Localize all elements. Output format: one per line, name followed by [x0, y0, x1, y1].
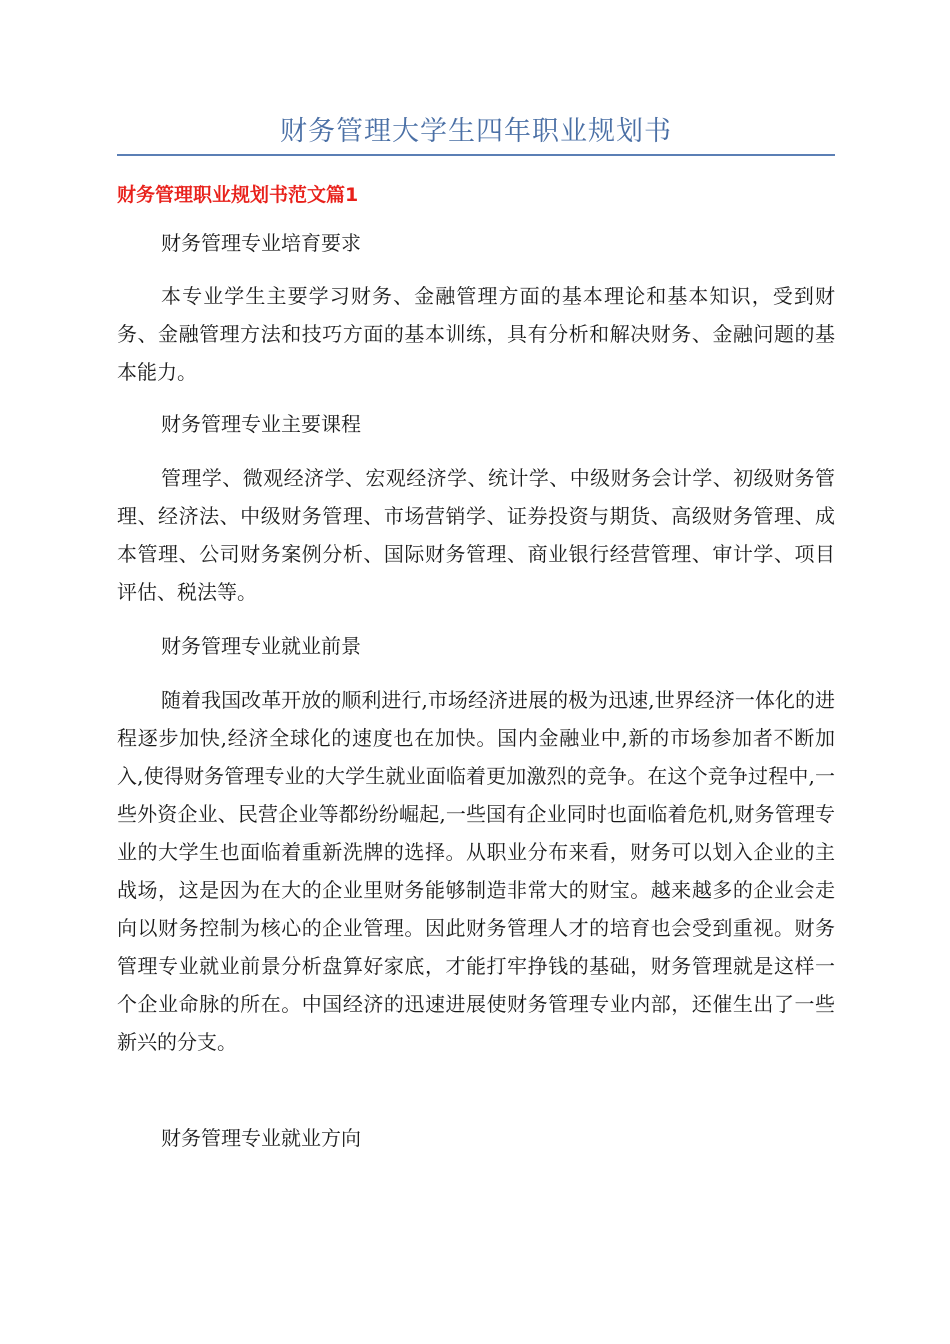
subheading-training-requirements: 财务管理专业培育要求	[161, 231, 361, 255]
document-title: 财务管理大学生四年职业规划书	[280, 116, 672, 147]
paragraph-training-requirements: 本专业学生主要学习财务、金融管理方面的基本理论和基本知识，受到财务、金融管理方法和技巧方面的基本训练，具有分析和解决财务、金融问题的基本能力。	[117, 284, 835, 384]
subheading-employment-direction: 财务管理专业就业方向	[161, 1126, 361, 1150]
paragraph-employment-prospects: 随着我国改革开放的顺利进行,市场经济进展的极为迅速,世界经济一体化的进程逐步加快,经济全球化的速度也在加快。国内金融业中,新的市场参加者不断加入,使得财务管理专业的大学生就业面临着更加激烈的竞争。在这个竞争过程中,一些外资企业、民营企业等都纷纷崛起,一些国有企业同时也面临着危机,财务管理专业的大学生也面临着重新洗牌的选择。从职业分布来看，财务可以划入企业的主战场，这是因为在大的企业里财务能够制造非常大的财宝。越来越多的企业会走向以财务控制为核心的企业管理。因此财务管理人才的培育也会受到重视。财务管理专业就业前景分析盘算好家底，才能打牢挣钱的基础，财务管理就是这样一个企业命脉的所在。中国经济的迅速进展使财务管理专业内部，还催生出了一些新兴的分支。	[117, 688, 835, 1054]
subheading-employment-prospects: 财务管理专业就业前景	[161, 634, 361, 658]
section-heading: 财务管理职业规划书范文篇1	[117, 184, 359, 206]
subheading-main-courses: 财务管理专业主要课程	[161, 412, 361, 436]
title-underline	[117, 154, 835, 156]
paragraph-main-courses: 管理学、微观经济学、宏观经济学、统计学、中级财务会计学、初级财务管理、经济法、中级财务管理、市场营销学、证券投资与期货、高级财务管理、成本管理、公司财务案例分析、国际财务管理、商业银行经营管理、审计学、项目评估、税法等。	[117, 466, 835, 604]
